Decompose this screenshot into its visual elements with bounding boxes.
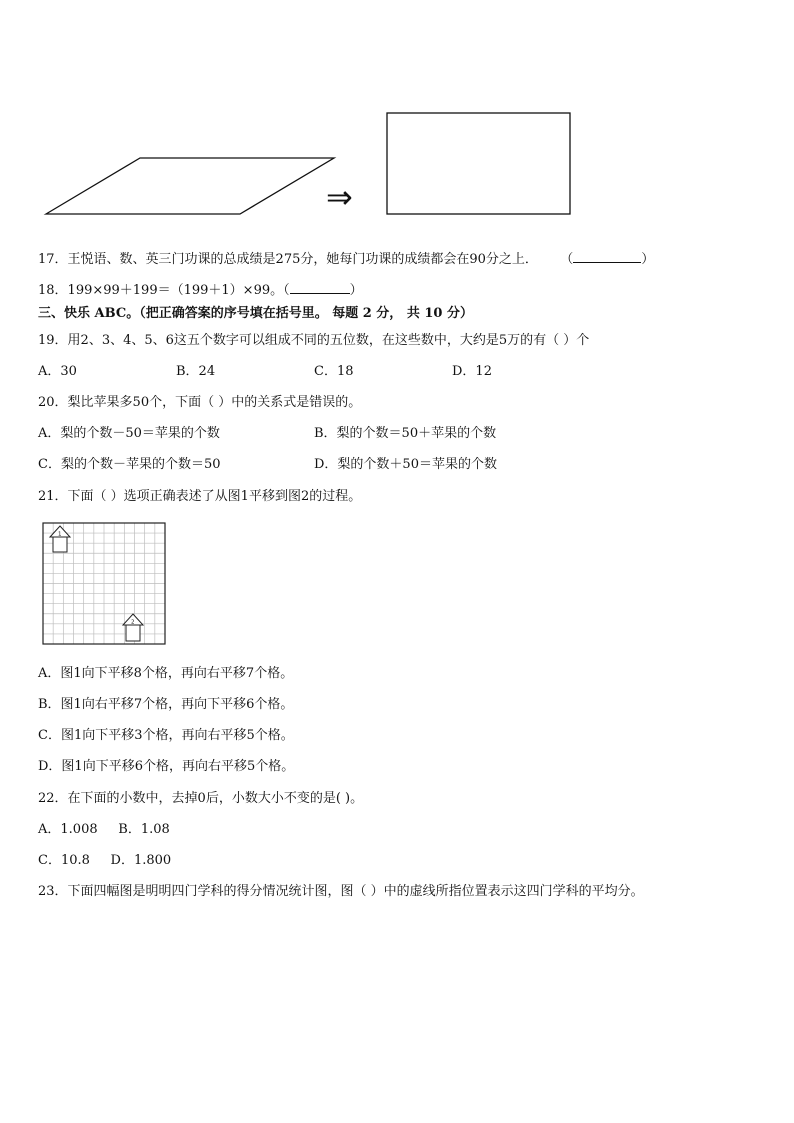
question-18-answer-blank[interactable]	[290, 281, 350, 294]
translation-grid-figure	[42, 521, 172, 651]
question-21-option-a[interactable]: A．图1向下平移8个格，再向右平移7个格。	[38, 666, 294, 681]
question-20-option-a[interactable]: A．梨的个数－50＝苹果的个数	[38, 426, 220, 441]
question-18-paren-close: ）	[349, 283, 363, 298]
question-22-text: 22．在下面的小数中，去掉0后，小数大小不变的是( )。	[38, 791, 364, 806]
parallelogram-figure	[0, 0, 794, 230]
question-17-paren-open: （	[560, 252, 574, 267]
question-18-paren-open: （	[283, 283, 290, 298]
question-20-option-d[interactable]: D．梨的个数＋50＝苹果的个数	[314, 457, 497, 472]
question-22-options-row-2[interactable]: C．10.8 D．1.800	[38, 853, 172, 868]
question-18	[38, 281, 363, 299]
question-22-options-row-1[interactable]: A．1.008 B．1.08	[38, 822, 170, 837]
question-19-option-c[interactable]: C．18	[314, 364, 354, 379]
question-19-option-d[interactable]: D．12	[452, 364, 492, 379]
transform-arrow: ⇒	[326, 178, 353, 216]
question-18-text: 18．199×99＋199＝（199＋1）×99。	[38, 283, 284, 298]
question-17-text: 17．王悦语、数、英三门功课的总成绩是275分，她每门功课的成绩都会在90分之上．	[38, 252, 538, 267]
question-20-option-b[interactable]: B．梨的个数＝50＋苹果的个数	[314, 426, 497, 441]
question-21-option-c[interactable]: C．图1向下平移3个格，再向右平移5个格。	[38, 728, 294, 743]
question-21-text: 21．下面（ ）选项正确表述了从图1平移到图2的过程。	[38, 489, 362, 504]
question-17-paren-close: ）	[641, 252, 655, 267]
question-20-text: 20．梨比苹果多50个，下面（ ）中的关系式是错误的。	[38, 395, 362, 410]
question-17-answer-blank[interactable]	[573, 250, 641, 263]
house-figure-1-label: 1	[58, 531, 62, 538]
rectangle-figure	[387, 113, 570, 214]
question-19-option-a[interactable]: A．30	[38, 364, 77, 379]
section-3-title: 三、快乐 ABC。（把正确答案的序号填在括号里。 每题 2 分， 共 10 分）	[38, 306, 473, 321]
question-17	[38, 250, 654, 268]
question-21-option-d[interactable]: D．图1向下平移6个格，再向右平移5个格。	[38, 759, 295, 774]
question-21-option-b[interactable]: B．图1向右平移7个格，再向下平移6个格。	[38, 697, 294, 712]
question-23-text: 23．下面四幅图是明明四门学科的得分情况统计图，图（ ）中的虚线所指位置表示这四门学科的平均分。	[38, 884, 644, 899]
house-figure-2-label: 2	[131, 619, 135, 626]
question-19-text: 19．用2、3、4、5、6这五个数字可以组成不同的五位数，在这些数中，大约是5万的有（ ）个	[38, 333, 590, 348]
question-20-option-c[interactable]: C．梨的个数－苹果的个数＝50	[38, 457, 221, 472]
question-19-option-b[interactable]: B．24	[176, 364, 216, 379]
house-figure-2	[123, 614, 143, 641]
